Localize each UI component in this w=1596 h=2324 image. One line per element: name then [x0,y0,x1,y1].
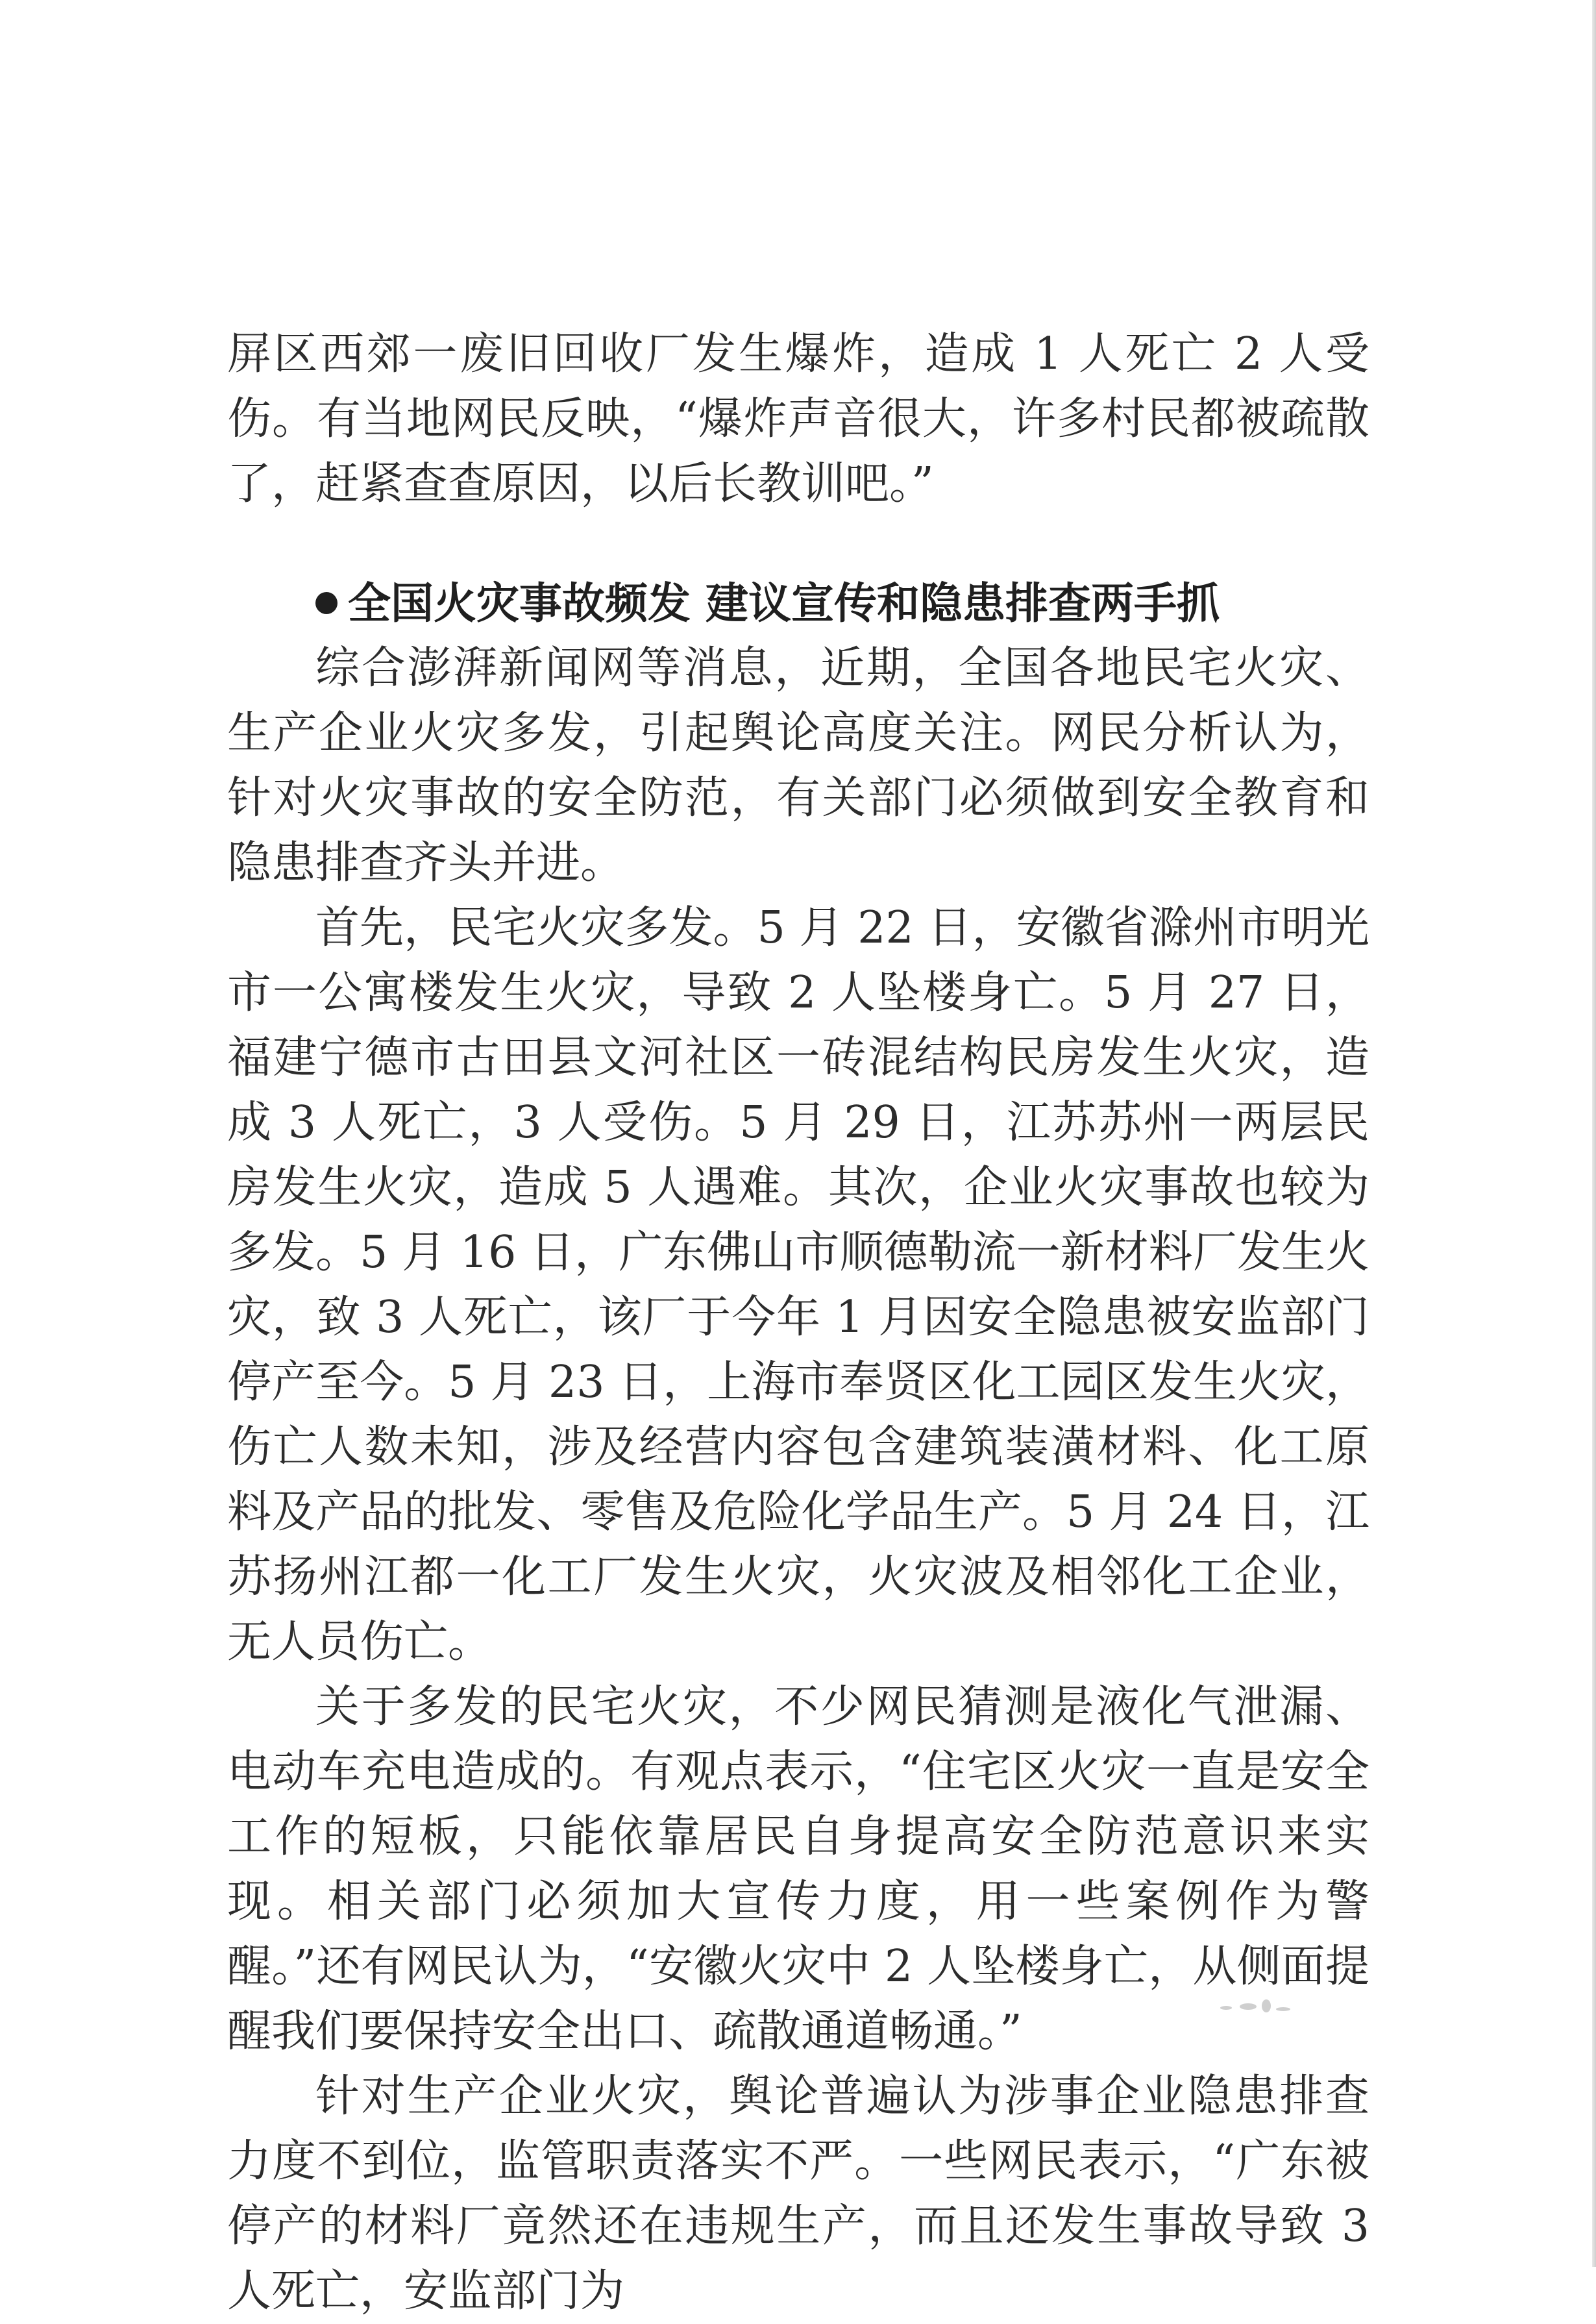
scan-edge [1592,0,1596,2267]
paragraph-continued: 屏区西郊一废旧回收厂发生爆炸，造成 1 人死亡 2 人受伤。有当地网民反映，“爆炸声音很大，许多村民都被疏散了，赶紧查查原因，以后长教训吧。” [227,328,1369,510]
section-heading [227,571,1369,636]
paragraph-3: 关于多发的民宅火灾，不少网民猜测是液化气泄漏、电动车充电造成的。有观点表示，“住宅区火灾一直是安全工作的短板，只能依靠居民自身提高安全防范意识来实现。相关部门必须加大宣传力度，用一些案例作为警醒。”还有网民认为，“安徽火灾中 2 人坠楼身亡，从侧面提醒我们要保持安全出口、疏散通道畅通。” [227,1681,1369,2057]
continued-paragraph-block [227,322,1369,517]
scan-smudge [1220,1999,1298,2015]
bullet-icon [315,592,338,614]
paragraph-1: 综合澎湃新闻网等消息，近期，全国各地民宅火灾、生产企业火灾多发，引起舆论高度关注。网民分析认为，针对火灾事故的安全防范，有关部门必须做到安全教育和隐患排查齐头并进。 [227,643,1369,889]
paragraph-4: 针对生产企业火灾，舆论普遍认为涉事企业隐患排查力度不到位，监管职责落实不严。一些网民表示，“广东被停产的材料厂竟然还在违规生产，而且还发生事故导致 3 人死亡，安监部门为 [227,2071,1369,2317]
paragraph-2: 首先，民宅火灾多发。5 月 22 日，安徽省滁州市明光市一公寓楼发生火灾，导致 2 人坠楼身亡。5 月 27 日，福建宁德市古田县文河社区一砖混结构民房发生火灾，造成 3 人死亡，3 人受伤。5 月 29 日，江苏苏州一两层民房发生火灾，造成 5 人遇难。其次，企业火灾事故也较为多发。5 月 16 日，广东佛山市顺德勒流一新材料厂发生火灾，致 3 人死亡，该厂于今年 1 月因安全隐患被安监部门停产至今。5 月 23 日，上海市奉贤区化工园区发生火灾，伤亡人数未知，涉及经营内容包含建筑装潢材料、化工原料及产品的批发、零售及危险化学品生产。5 月 24 日，江苏扬州江都一化工厂发生火灾，火灾波及相邻化工企业，无人员伤亡。 [227,902,1369,1668]
section-heading-text: 全国火灾事故频发 建议宣传和隐患排查两手抓 [348,578,1220,628]
section-fire-accidents [227,571,1369,2324]
